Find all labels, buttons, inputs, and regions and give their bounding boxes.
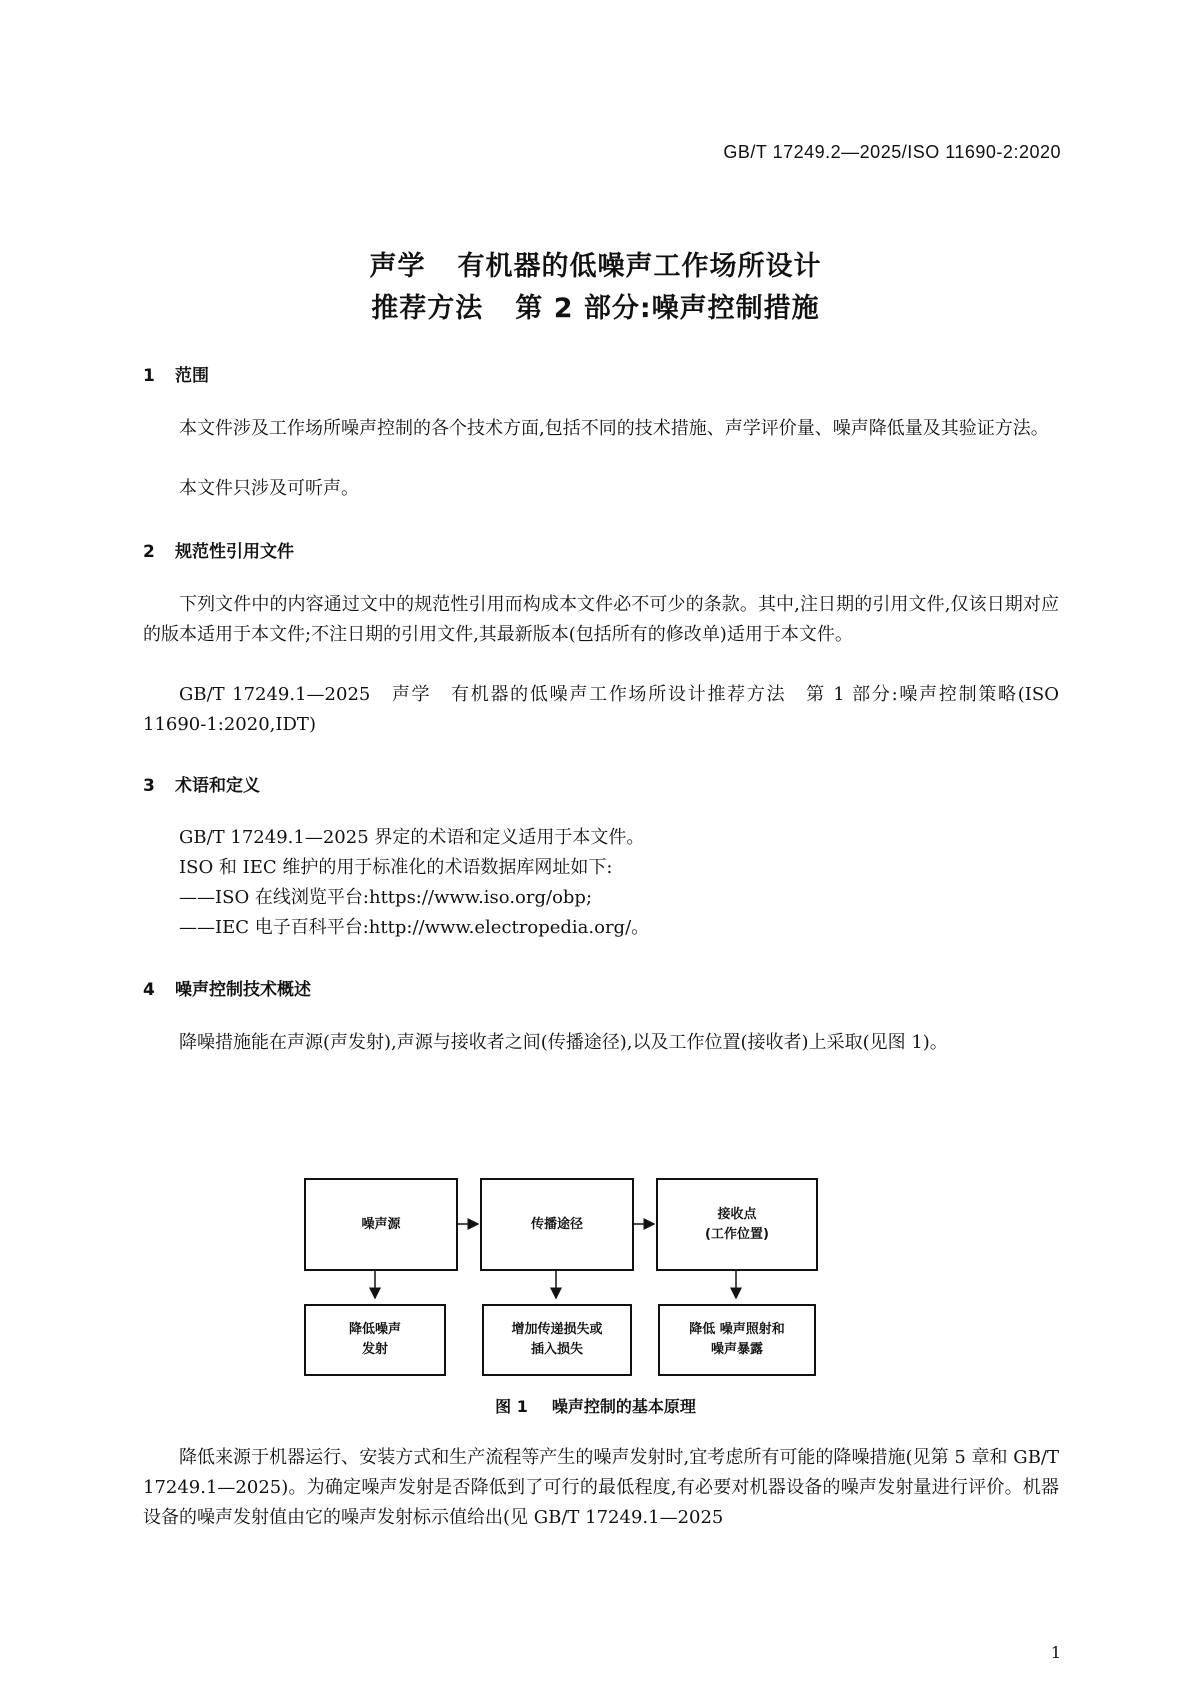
paragraph: 降低来源于机器运行、安装方式和生产流程等产生的噪声发射时,宜考虑所有可能的降噪措施(见第 5 章和 GB/T 17249.1—2025)。为确定噪声发射是否降低到了可行的最低程度,有必要对机器设备的噪声发射量进行评价。机器设备的噪声发射值由它的噪声发射标示值给出(见 GB/T 17249.1—2025 [143,1447,1059,1528]
section-number: 3 [143,776,155,796]
box-label: 降低 噪声照射和 [689,1322,785,1337]
paragraph: 降噪措施能在声源(声发射),声源与接收者之间(传播途径),以及工作位置(接收者)上采取(见图 1)。 [179,1032,948,1053]
title-line-2 [0,286,1191,325]
section-1-heading [143,361,209,386]
box-label: 发射 [361,1342,388,1357]
title-line-2-a: 推荐方法 [371,293,484,324]
page-number: 1 [1050,1643,1061,1662]
text-line: ISO 和 IEC 维护的用于标准化的术语数据库网址如下: [179,857,613,878]
box-noise-source [304,1178,458,1271]
box-label: 传播途径 [530,1216,583,1232]
box-receiver [656,1178,818,1271]
section-number: 1 [143,366,155,386]
figure-noise-control-diagram [300,1178,880,1378]
section-title: 范围 [175,366,209,386]
box-label: 增加传递损失或 [511,1322,603,1337]
box-label: 插入损失 [530,1342,583,1357]
section-number: 4 [143,980,155,1000]
box-label: 降低噪声 [348,1322,401,1337]
box-label: 噪声源 [361,1216,401,1232]
section-4-heading [143,975,311,1000]
paragraph: 本文件只涉及可听声。 [179,478,359,499]
caption-text: 噪声控制的基本原理 [551,1397,696,1416]
box-reduce-exposure [658,1304,816,1376]
section-2-heading [143,537,294,562]
box-propagation-path [480,1178,634,1271]
section-title: 规范性引用文件 [175,542,294,562]
paragraph: 本文件涉及工作场所噪声控制的各个技术方面,包括不同的技术措施、声学评价量、噪声降低量及其验证方法。 [179,418,1049,439]
normative-reference: GB/T 17249.1—2025 声学 有机器的低噪声工作场所设计推荐方法 第 1 部分:噪声控制策略(ISO 11690-1:2020,IDT) [143,684,1059,735]
standard-code: GB/T 17249.2—2025/ISO 11690-2:2020 [723,142,1061,162]
figure-caption [0,1394,1191,1417]
section-number: 2 [143,542,155,562]
caption-number: 图 1 [495,1397,528,1416]
list-item: ——ISO 在线浏览平台:https://www.iso.org/obp; [179,887,593,908]
box-label: 噪声暴露 [710,1342,763,1357]
list-item: ——IEC 电子百科平台:http://www.electropedia.org/。 [179,917,650,938]
title-line-1 [0,244,1191,283]
section-title: 术语和定义 [175,776,260,796]
title-line-1-a: 声学 [369,251,426,282]
box-label: (工作位置) [705,1226,769,1242]
box-increase-loss [482,1304,632,1376]
section-3-heading [143,771,260,796]
section-title: 噪声控制技术概述 [175,980,311,1000]
text-line: GB/T 17249.1—2025 界定的术语和定义适用于本文件。 [179,827,645,848]
title-line-1-b: 有机器的低噪声工作场所设计 [457,251,822,282]
box-label: 接收点 [717,1206,757,1222]
paragraph: 下列文件中的内容通过文中的规范性引用而构成本文件必不可少的条款。其中,注日期的引用文件,仅该日期对应的版本适用于本文件;不注日期的引用文件,其最新版本(包括所有的修改单)适用于本文件。 [143,594,1059,645]
title-line-2-b: 第 2 部分:噪声控制措施 [515,293,820,324]
box-reduce-emission [304,1304,446,1376]
